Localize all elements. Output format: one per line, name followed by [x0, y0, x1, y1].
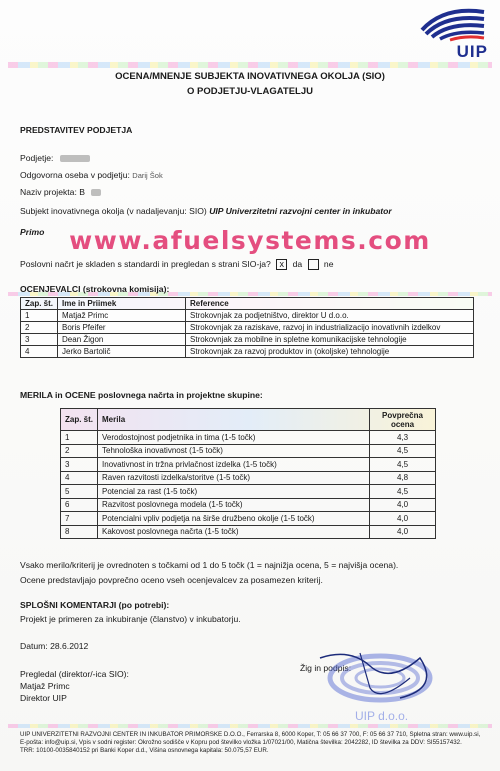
- date-text: Datum: 28.6.2012: [20, 641, 89, 651]
- scan-stripe: [8, 62, 492, 68]
- criteria-title-prefix: MERILA in OCENE: [20, 390, 96, 400]
- cell-score: 4,3: [370, 431, 436, 445]
- footer-line: TRR: 10100-0035840152 pri Banki Koper d.d., Višina osnovnega kapitala: 50.075,57 EUR.: [20, 747, 269, 754]
- table-row: [21, 310, 474, 322]
- cell-criterion: Verodostojnost podjetnika in tima (1-5 točk): [98, 431, 370, 445]
- cell-score: 4,0: [370, 498, 436, 512]
- checkbox-yes[interactable]: x: [276, 259, 287, 270]
- plan-question: Poslovni načrt je skladen s standardi in pregledan s strani SIO-ja?: [20, 259, 271, 269]
- cell-reference: Strokovnjak za razvoj produktov in (okoljske) tehnologije: [186, 346, 474, 358]
- table-row: [61, 525, 436, 539]
- col-header-reference: Reference: [186, 298, 474, 310]
- table-header-row: [61, 409, 436, 431]
- cell-number: 2: [21, 322, 58, 334]
- col-header-name: Ime in Priimek: [58, 298, 186, 310]
- document-title: OCENA/MNENJE SUBJEKTA INOVATIVNEGA OKOLJA (SIO): [115, 71, 385, 82]
- footer-line: E-pošta: info@uip.si, Vpis v sodni register: Okrožno sodišče v Kopru pod številko vložka 1/07021/00, Matična številka: 2042282, ID številka za DDV: SI55157432.: [20, 739, 462, 746]
- cell-name: Matjaž Primc: [58, 310, 186, 322]
- cell-number: 7: [61, 512, 98, 526]
- comments-title: SPLOŠNI KOMENTARJI (po potrebi):: [20, 600, 170, 610]
- cell-name: Dean Žigon: [58, 334, 186, 346]
- table-row: [61, 485, 436, 499]
- footer-line: UIP UNIVERZITETNI RAZVOJNI CENTER IN INKUBATOR PRIMORSKE D.O.O., Ferrarska 8, 6000 Koper, T: 05 66 37 700, F: 05 66 37 710, Spletna stran: www.uip.si,: [20, 731, 481, 738]
- sio-label: Subjekt inovativnega okolja (v nadaljevanju: SIO): [20, 206, 207, 216]
- cell-number: 8: [61, 525, 98, 539]
- watermark-text: www.afuelsystems.com: [69, 226, 431, 255]
- reviewer-title: Direktor UIP: [20, 693, 67, 703]
- table-row: [61, 471, 436, 485]
- criteria-title-suffix: poslovnega načrta in projektne skupine:: [95, 390, 263, 400]
- col-header-score: Povprečna ocena: [370, 409, 436, 431]
- col-header-number: Zap. št.: [21, 298, 58, 310]
- company-label: Podjetje:: [20, 153, 54, 163]
- cell-criterion: Razvitost poslovnega modela (1-5 točk): [98, 498, 370, 512]
- table-row: [21, 346, 474, 358]
- yes-label: da: [292, 259, 303, 269]
- no-label: ne: [323, 259, 334, 269]
- table-row: [61, 498, 436, 512]
- table-row: [61, 444, 436, 458]
- contact-row: [20, 170, 163, 180]
- project-label: Naziv projekta:: [20, 187, 77, 197]
- cell-name: Boris Pfeifer: [58, 322, 186, 334]
- cell-criterion: Kakovost poslovnega načrta (1-5 točk): [98, 525, 370, 539]
- table-header-row: [21, 298, 474, 310]
- footer: [20, 731, 490, 755]
- cell-score: 4,5: [370, 444, 436, 458]
- criteria-note: Vsako merilo/kriterij je ovrednoten s točkami od 1 do 5 točk (1 = najnižja ocena, 5 = najvišja ocena).: [20, 560, 399, 570]
- logo-text: UIP: [456, 42, 488, 61]
- comments-text: Projekt je primeren za inkubiranje (članstvo) v inkubatorju.: [20, 614, 241, 624]
- project-value: B: [79, 187, 85, 197]
- cell-score: 4,0: [370, 512, 436, 526]
- redacted-block: [60, 155, 90, 162]
- contact-label: Odgovorna oseba v podjetju:: [20, 170, 130, 180]
- table-row: [21, 322, 474, 334]
- table-row: [61, 431, 436, 445]
- cell-score: 4,8: [370, 471, 436, 485]
- document-subtitle: O PODJETJU-VLAGATELJU: [187, 86, 313, 97]
- cell-criterion: Inovativnost in tržna privlačnost izdelka (1-5 točk): [98, 458, 370, 472]
- cell-score: 4,5: [370, 485, 436, 499]
- cell-score: 4,0: [370, 525, 436, 539]
- cell-number: 4: [21, 346, 58, 358]
- criteria-table: [60, 408, 436, 539]
- reviewer-label: Pregledal (direktor/-ica SIO):: [20, 669, 129, 679]
- redacted-block: [91, 189, 101, 196]
- col-header-criteria: Merila: [98, 409, 370, 431]
- criteria-note: Ocene predstavljajo povprečno oceno vseh ocenjevalcev za posamezen kriterij.: [20, 575, 323, 585]
- stamp-signature-icon: [300, 648, 470, 728]
- project-row: [20, 187, 101, 197]
- sio-row: [20, 206, 392, 216]
- cell-number: 1: [21, 310, 58, 322]
- cell-number: 3: [61, 458, 98, 472]
- scan-stripe: [8, 724, 492, 728]
- cell-criterion: Potencial za rast (1-5 točk): [98, 485, 370, 499]
- contact-value: Darij Šok: [132, 171, 163, 180]
- company-row: [20, 153, 90, 163]
- criteria-title: [20, 390, 263, 400]
- checkbox-no[interactable]: [308, 259, 319, 270]
- section-title-company: PREDSTAVITEV PODJETJA: [20, 125, 133, 135]
- evaluators-table: [20, 297, 474, 358]
- cell-name: Jerko Bartolič: [58, 346, 186, 358]
- cell-number: 2: [61, 444, 98, 458]
- cell-criterion: Potencialni vpliv podjetja na širše družbeno okolje (1-5 točk): [98, 512, 370, 526]
- cell-number: 4: [61, 471, 98, 485]
- sio-value-continued: Primo: [20, 227, 45, 237]
- table-row: [61, 512, 436, 526]
- stamp-label: Žig in podpis:: [300, 663, 352, 673]
- cell-score: 4,5: [370, 458, 436, 472]
- table-row: [21, 334, 474, 346]
- cell-criterion: Raven razvitosti izdelka/storitve (1-5 točk): [98, 471, 370, 485]
- table-row: [61, 458, 436, 472]
- cell-number: 5: [61, 485, 98, 499]
- cell-reference: Strokovnjak za mobilne in spletne komunikacijske tehnologije: [186, 334, 474, 346]
- cell-number: 1: [61, 431, 98, 445]
- evaluators-title: OCENJEVALCI (strokovna komisija):: [20, 284, 170, 294]
- cell-number: 6: [61, 498, 98, 512]
- col-header-number: Zap. št.: [61, 409, 98, 431]
- plan-question-row: [20, 259, 333, 270]
- cell-reference: Strokovnjak za podjetništvo, direktor U d.o.o.: [186, 310, 474, 322]
- cell-reference: Strokovnjak za raziskave, razvoj in industrializacijo inovativnih izdelkov: [186, 322, 474, 334]
- stamp-text: UIP d.o.o.: [355, 709, 409, 723]
- sio-value: UIP Univerzitetni razvojni center in inkubator: [209, 206, 392, 216]
- cell-criterion: Tehnološka inovativnost (1-5 točk): [98, 444, 370, 458]
- reviewer-name: Matjaž Primc: [20, 681, 70, 691]
- cell-number: 3: [21, 334, 58, 346]
